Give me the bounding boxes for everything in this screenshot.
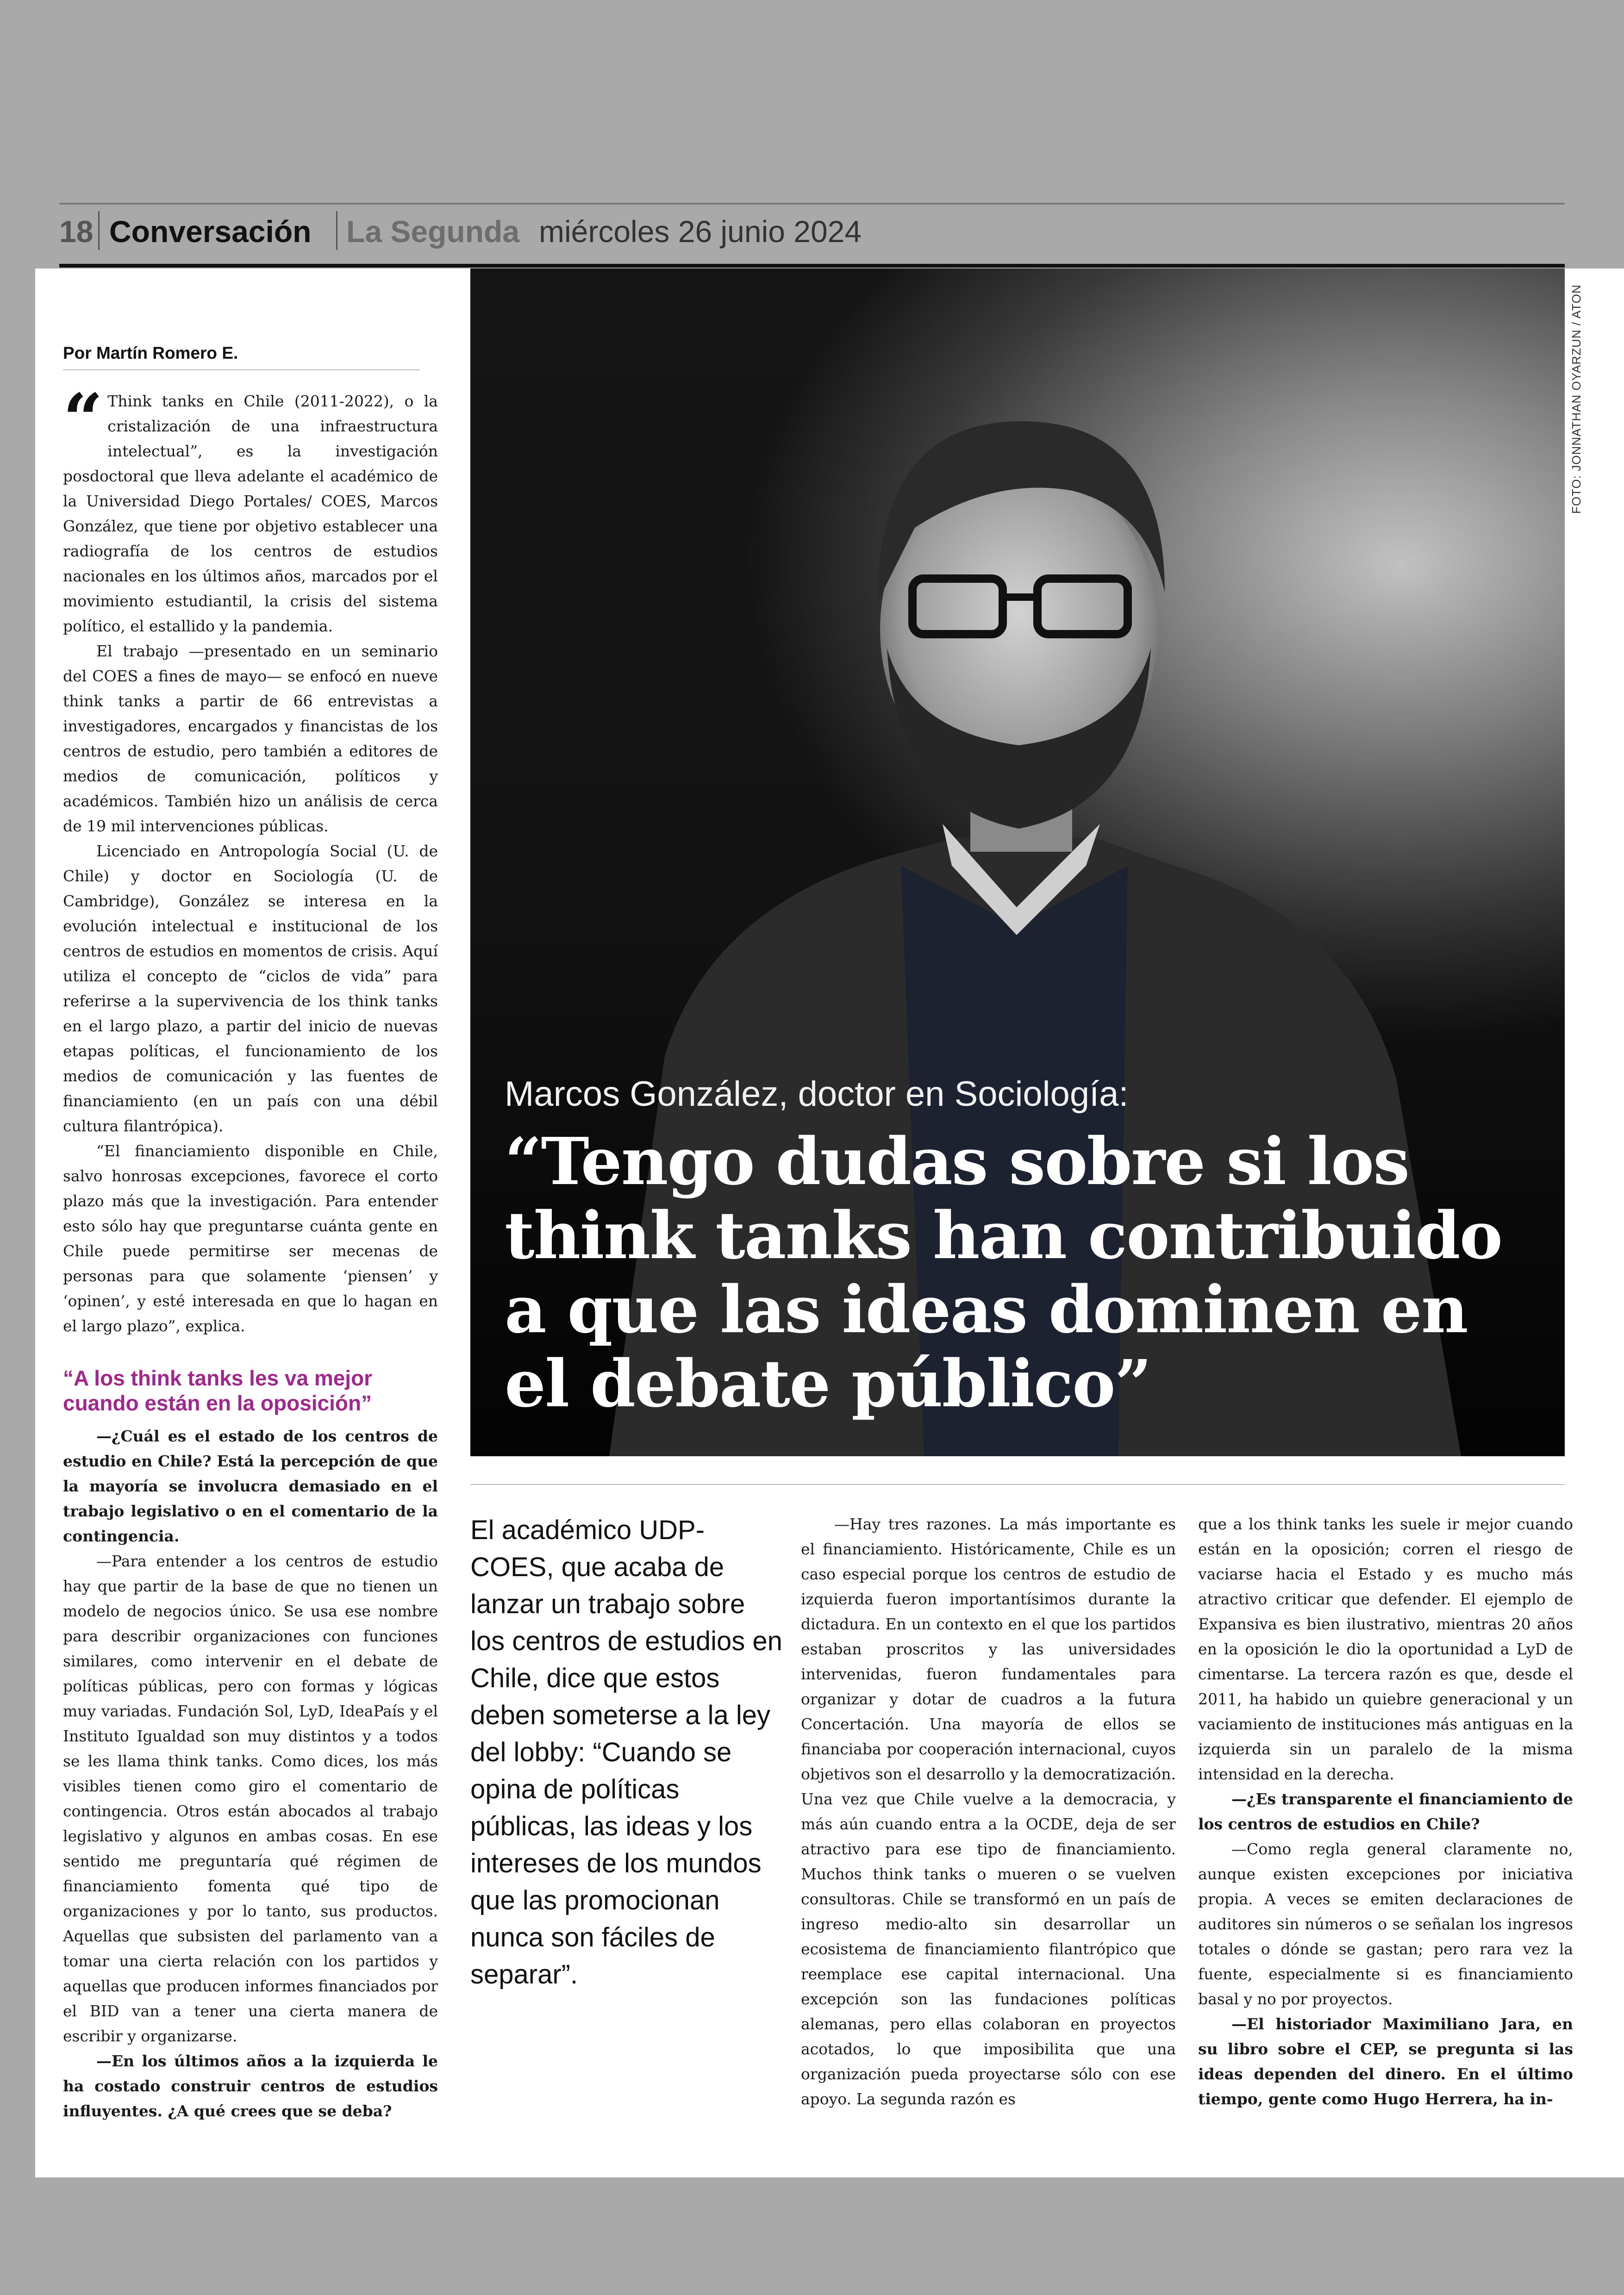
byline: Por Martín Romero E.	[63, 343, 238, 362]
intro-paragraph: Licenciado en Antropología Social (U. de Chile) y doctor en Sociología (U. de Cambridge), González se interesa en la evolución intelectual e institucional de los centros de estudios en momentos de crisis. Aquí utiliza el concepto de “ciclos de vida” para referirse a la supervivencia de los think tanks en el largo plazo, a partir del inicio de nuevas etapas políticas, el funcionamiento de los medios de comunicación y las fuentes de financiamiento (en un país con una débil cultura filantrópica).	[63, 842, 438, 1135]
photo-credit: FOTO: JONNATHAN OYARZUN / ATON	[1569, 284, 1583, 514]
interview-question: —En los últimos años a la izquierda le ha costado construir centros de estudios influyentes. ¿A qué crees que se deba?	[63, 2052, 438, 2120]
article-column-1	[63, 379, 438, 1339]
byline-rule	[63, 369, 419, 370]
interview-answer: —Hay tres razones. La más importante es el financiamiento. Históricamente, Chile es un caso especial porque los centros de estudio de izquierda fueron importantísimos durante la dictadura. En un contexto en el que los partidos estaban proscritos y las universidades intervenidas, fueron fundamentales para organizar y dotar de cuadros a la futura Concertación. Una mayoría de ellos se financiaba por cooperación internacional, cuyos objetivos son el desarrollo y la democratización. Una vez que Chile vuelve a la democracia, y más aún cuando entra a la OCDE, deja de ser atractivo para ese tipo de financiamiento. Muchos think tanks o mueren o se vuelven consultoras. Chile se transformó en un país de ingreso medio-alto sin desarrollar un ecosistema de financiamiento filantrópico que reemplace ese capital internacional. Una excepción son las fundaciones políticas alemanas, pero ellas colaboran en proyectos acotados, lo que imposibilita que una organización pueda proyectarse sólo con ese apoyo. La segunda razón es	[801, 1515, 1176, 2108]
intro-paragraph: “El financiamiento disponible en Chile, salvo honrosas excepciones, favorece el corto plazo más que la investigación. Para entender esto sólo hay que preguntarse cuánta gente en Chile puede permitirse ser mecenas de personas para que solamente ‘piensen’ y ‘opinen’, y esté interesada en que lo hagan en el largo plazo”, explica.	[63, 1142, 438, 1335]
pull-quote: El académico UDP-COES, que acaba de lanzar un trabajo sobre los centros de estudios en Chile, dice que estos deben someterse a la ley del lobby: “Cuando se opina de políticas públicas, las ideas y los intereses de los mundos que las promocionan nunca son fáciles de separar”.	[470, 1515, 782, 1989]
interview-answer: —Para entender a los centros de estudio hay que partir de la base de que no tienen un modelo de negocios único. Se usa ese nombre para describir organizaciones con funciones similares, como intervenir en el debate de políticas públicas, pero con formas y lógicas muy variadas. Fundación Sol, LyD, IdeaPaís y el Instituto Igualdad son muy distintos y a todos se les llama think tanks. Como dices, los más visibles tienen como giro el comentario de contingencia. Otros están abocados al trabajo legislativo y algunos en ambas cosas. En ese sentido me preguntaría qué régimen de financiamiento fomenta qué tipo de organizaciones y por lo tanto, sus productos. Aquellas que subsisten del parlamento van a tomar una cierta relación con los partidos y aquellas que producen informes financiados por el BID van a tener una cierta manera de escribir y organizarse.	[63, 1552, 438, 2045]
interview-answer: que a los think tanks les suele ir mejor cuando están en la oposición; corren el riesgo de vaciarse hacia el Estado y es mucho más atractivo criticar que defender. El ejemplo de Expansiva es bien ilustrativo, mientras 20 años en la oposición le dio la oportunidad a LyD de cimentarse. La tercera razón es que, desde el 2011, ha habido un quiebre generacional y un vaciamiento de instituciones más antiguas en la izquierda sin un paralelo de la misma intensidad en la derecha.	[1198, 1515, 1573, 1783]
headline-kicker: Marcos González, doctor en Sociología:	[505, 1074, 1129, 1114]
drop-quote-mark: “	[63, 379, 103, 460]
section-subhead: “A los think tanks les va mejor cuando están en la oposición”	[63, 1366, 373, 1415]
interview-question: —El historiador Maximiliano Jara, en su libro sobre el CEP, se pregunta si las ideas dependen del dinero. En el último tiempo, gente como Hugo Herrera, ha in-	[1198, 2015, 1573, 2108]
interview-answer: —Como regla general claramente no, aunque existen excepciones por iniciativa propia. A veces se emiten declaraciones de auditores sin números o se señalan los ingresos totales o dónde se gastan; pero rara vez la fuente, especialmente si es financiamiento basal y no por proyectos.	[1198, 1840, 1573, 2008]
intro-paragraph: El trabajo —presentado en un seminario del COES a fines de mayo— se enfocó en nueve think tanks a partir de 66 entrevistas a investigadores, encargados y financistas de los centros de estudio, pero también a editores de medios de comunicación, políticos y académicos. También hizo un análisis de cerca de 19 mil intervenciones públicas.	[63, 642, 438, 835]
header-bottom-rule	[59, 264, 1565, 268]
section-name: Conversación	[109, 214, 312, 249]
header-divider	[98, 211, 100, 250]
newspaper-name: La Segunda	[346, 214, 520, 249]
publication-date: miércoles 26 junio 2024	[539, 214, 862, 249]
headline: “Tengo dudas sobre si los think tanks han contribuido a que las ideas dominen en el debate público”	[505, 1124, 1502, 1422]
interview-question: —¿Cuál es el estado de los centros de estudio en Chile? Está la percepción de que la mayoría se involucra demasiado en el trabajo legislativo o en el comentario de la contingencia.	[63, 1427, 438, 1545]
article-column-1-lower	[63, 1424, 438, 2124]
article-column-4	[1198, 1512, 1573, 2112]
pullquote-rule	[470, 1484, 1565, 1485]
header-divider	[336, 211, 337, 250]
page-number: 18	[59, 214, 94, 249]
article-column-3	[801, 1512, 1176, 2112]
header-top-rule	[59, 203, 1565, 205]
intro-paragraph: Think tanks en Chile (2011-2022), o la cristalización de una infraestructura intelectual”, es la investigación posdoctoral que lleva adelante el académico de la Universidad Diego Portales/ COES, Marcos González, que tiene por objetivo establecer una radiografía de los centros de estudios nacionales en los últimos años, marcados por el movimiento estudiantil, la crisis del sistema político, el estallido y la pandemia.	[63, 392, 438, 635]
interview-question: —¿Es transparente el financiamiento de los centros de estudios en Chile?	[1198, 1790, 1573, 1833]
